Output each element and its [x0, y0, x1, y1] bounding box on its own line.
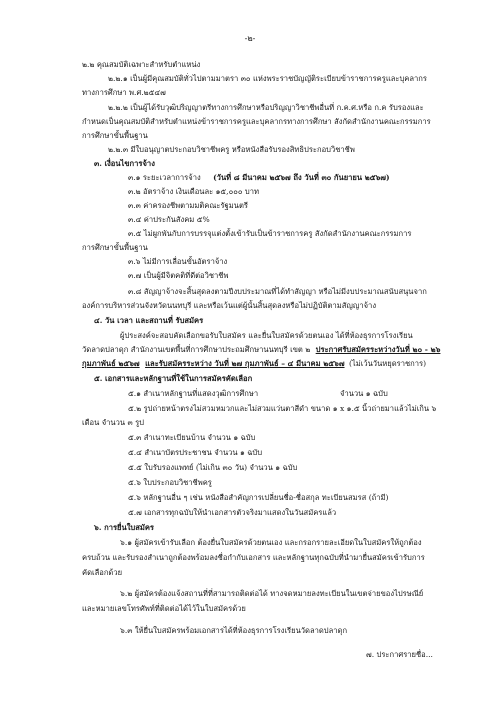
item-2-2-1: ๒.๒.๑ เป็นผู้มีคุณสมบัติทั่วไปตามมาตรา ๓๐ แห่งพระราชบัญญัติระเบียบข้าราชการครูและบุคลากร [108, 74, 427, 83]
section-4-heading: ๔. วัน เวลา และสถานที่ รับสมัคร [94, 316, 204, 325]
item-2-2-2: ๒.๒.๒ เป็นผู้ได้รับวุฒิปริญญาตรีทางการศึกษาหรือปริญญาวิชาชีพอื่นที่ ก.ค.ศ.หรือ ก.ค รับรองและ [108, 103, 424, 112]
section-6-heading: ๖. การยื่นใบสมัคร [94, 523, 155, 532]
application-period: และรับสมัครระหว่าง วันที่ ๒๗ กุมภาพันธ์ – ๔ มีนาคม ๒๕๖๗ [145, 359, 345, 368]
item-3-5-cont: การศึกษาขั้นพื้นฐาน [82, 243, 148, 252]
section-3-heading: ๓. เงื่อนไขการจ้าง [94, 159, 155, 168]
announcement-month: กุมภาพันธ์ ๒๕๖๗ [82, 359, 140, 368]
section-2-2-heading: ๒.๒ คุณสมบัติเฉพาะสำหรับตำแหน่ง [82, 60, 201, 69]
item-3-1-label: ๓.๑ ระยะเวลาการจ้าง [128, 173, 201, 182]
item-5-7: ๕.๗ เอกสารทุกฉบับให้นำเอกสารตัวจริงมาแสดงในวันสมัครแล้ว [128, 508, 337, 517]
announcement-period: ระหว่างวันที่ ๒๐ - ๒๖ [370, 345, 441, 354]
item-6-2-cont: และหมายเลขโทรศัพท์ที่ติดต่อได้ไว้ในใบสมัครด้วย [82, 604, 246, 613]
item-5-2: ๕.๒ รูปถ่ายหน้าตรงไม่สวมหมวกและไม่สวมแว่นตาสีดำ ขนาด ๑ x ๑.๕ นิ้วถ่ายมาแล้วไม่เกิน ๖ [128, 404, 437, 413]
item-3-7: ๓.๗ เป็นผู้มีจิตคติที่ดีต่อวิชาชีพ [128, 271, 229, 280]
item-6-1-cont2: คัดเลือกด้วย [82, 568, 123, 577]
item-6-1: ๖.๑ ผู้สมัครเข้ารับเลือก ต้องยื่นใบสมัครด้วยตนเอง และกรอกรายละเอียดในใบสมัครให้ถูกต้อง [120, 538, 422, 547]
school-district-text: วัดลาดปลาดุก สำนักงานเขตพื้นที่การศึกษาประถมศึกษานนทบุรี เขต ๒ [82, 345, 311, 354]
item-2-2-1-cont: ทางการศึกษา พ.ศ.๒๕๔๗ [82, 88, 166, 97]
item-2-2-2-cont: กำหนดเป็นคุณสมบัติสำหรับตำแหน่งข้าราชการครูและบุคลากรทางการศึกษา สังกัดสำนักงานคณะกรรมการ [82, 117, 431, 126]
section-4-para-cont2 [82, 359, 500, 368]
item-3-1-period: (วันที่ ๘ มีนาคม ๒๕๖๗ ถึง วันที่ ๓๐ กันยายน ๒๕๖๗) [213, 173, 390, 182]
item-2-2-3: ๒.๒.๓ มีใบอนุญาตประกอบวิชาชีพครู หรือหนังสือรับรองสิทธิประกอบวิชาชีพ [108, 145, 355, 154]
page-number: -๒- [244, 34, 256, 43]
continued-footer: ๗. ประกาศรายชื่อ... [366, 650, 433, 659]
section-4-para-cont [82, 345, 500, 354]
item-6-3: ๖.๓ ให้ยื่นใบสมัครพร้อมเอกสารได้ที่ห้องธุรการโรงเรียนวัดลาดปลาดุก [120, 626, 348, 635]
item-3-8-cont: องค์การบริหารส่วนจังหวัดนนทบุรี และหรือเว้นแต่ผู้นั้นสิ้นสุดลงหรือไม่ปฏิบัติตามสัญญาจ้าง [82, 301, 377, 310]
item-3-1 [128, 173, 500, 182]
item-6-1-cont: ครบถ้วน และรับรองสำเนาถูกต้องพร้อมลงชื่อกำกับเอกสาร และหลักฐานทุกฉบับที่นำมายื่นสมัครเข้ารับการ [82, 553, 425, 562]
item-6-2: ๖.๒ ผู้สมัครต้องแจ้งสถานที่ที่สามารถติดต่อได้ ทางจดหมายลงทะเบียนในเขตจ่ายของไปรษณีย์ [120, 589, 424, 598]
item-3-8: ๓.๘ สัญญาจ้างจะสิ้นสุดลงตามปีงบประมาณที่ได้ทำสัญญา หรือไม่มีงบประมาณสนับสนุนจาก [128, 287, 427, 296]
section-4-para: ผู้ประสงค์จะสอบคัดเลือกขอรับใบสมัคร และยื่นใบสมัครด้วยตนเอง ได้ที่ห้องธุรการโรงเรียน [120, 331, 413, 340]
item-5-2-cont: เดือน จำนวน ๓ รูป [82, 418, 144, 427]
item-3-6: ๓.๖ ไม่มีการเลื่อนขั้นอัตราจ้าง [128, 257, 228, 266]
item-5-6b: ๕.๖ หลักฐานอื่น ๆ เช่น หนังสือสำคัญการเปลี่ยนชื่อ-ชื่อสกุล ทะเบียนสมรส (ถ้ามี) [128, 493, 389, 502]
item-5-3: ๕.๓ สำเนาทะเบียนบ้าน จำนวน ๑ ฉบับ [128, 433, 256, 442]
item-3-5: ๓.๕ ไม่ผูกพันกับการบรรจุแต่งตั้งเข้ารับเป็นข้าราชการครู สังกัดสำนักงานคณะกรรมการ [128, 229, 412, 238]
item-2-2-2-cont2: การศึกษาขั้นพื้นฐาน [82, 131, 148, 140]
item-5-4: ๕.๔ สำเนาบัตรประชาชน จำนวน ๑ ฉบับ [128, 448, 263, 457]
item-5-5: ๕.๕ ใบรับรองแพทย์ (ไม่เกิน ๓๐ วัน) จำนวน ๑ ฉบับ [128, 463, 298, 472]
application-note: (ไม่เว้นวันหยุดราชการ) [348, 359, 427, 368]
item-3-4: ๓.๔ ค่าประกันสังคม ๕% [128, 215, 210, 224]
item-5-1 [128, 389, 500, 398]
item-3-2: ๓.๒ อัตราจ้าง เงินเดือนละ ๑๕,๐๐๐ บาท [128, 187, 260, 196]
section-5-heading: ๕. เอกสารและหลักฐานที่ใช้ในการสมัครคัดเลือก [94, 374, 253, 383]
item-5-1-qty: จำนวน ๑ ฉบับ [340, 389, 388, 398]
item-5-6: ๕.๖ ใบประกอบวิชาชีพครู [128, 478, 212, 487]
item-5-1-label: ๕.๑ สำเนาหลักฐานที่แสดงวุฒิการศึกษา [128, 389, 259, 398]
item-3-3: ๓.๓ ค่าครองชีพตามมติคณะรัฐมนตรี [128, 201, 248, 210]
announcement-label: ประกาศรับสมัคร [315, 345, 371, 354]
